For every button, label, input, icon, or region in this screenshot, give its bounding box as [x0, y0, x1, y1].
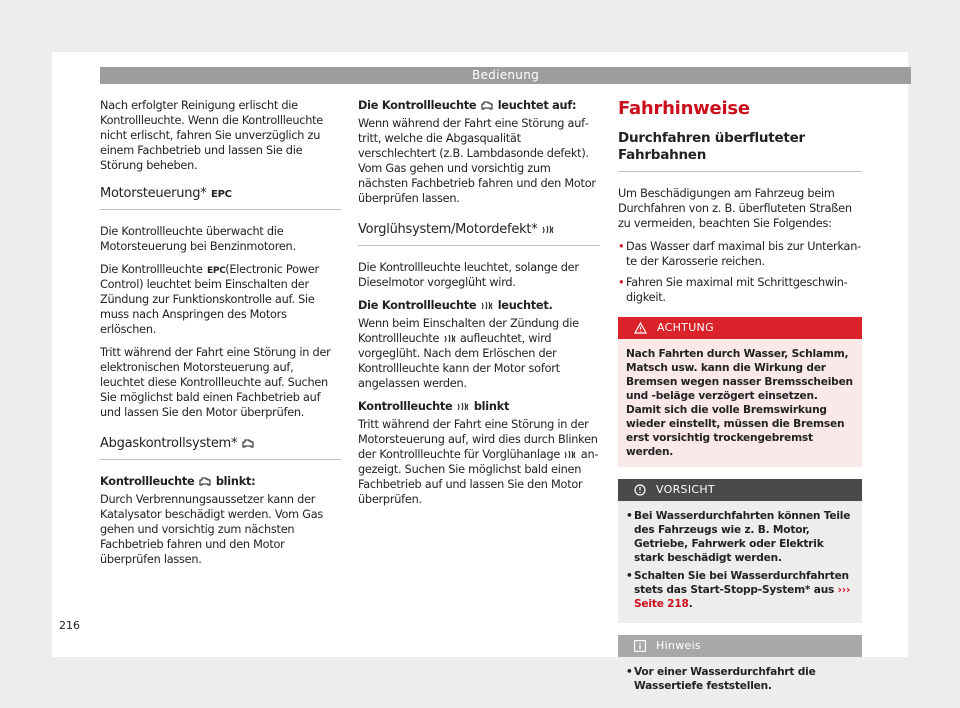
gluh-subheading-1 — [358, 298, 600, 313]
chapter-title: Fahrhinweise — [618, 98, 750, 119]
glow-plug-icon — [564, 450, 576, 459]
flood-intro: Um Beschädigungen am Fahrzeug beim Durchfahren von z. B. überfluteten Straßen zu vermeiden, beachten Sie Folgendes: — [618, 187, 852, 230]
text: Tritt während der Fahrt eine Störung in der Motorsteuerung auf, wird dies durch Blinken der Kontrollleuchte für Vorglühanlage — [358, 418, 598, 461]
bullet-icon: • — [626, 510, 633, 522]
exclamation-circle-icon — [634, 484, 646, 496]
glow-plug-icon — [542, 225, 554, 234]
text: Die Kontrollleuchte — [358, 99, 477, 112]
list-item — [618, 239, 862, 269]
glow-plug-icon — [444, 334, 456, 343]
gluh-subheading-2 — [358, 399, 600, 414]
text — [634, 569, 854, 611]
list-item — [626, 569, 854, 611]
gluh-paragraph-1: Die Kontrollleuchte leuchtet, solange der Dieselmotor vorgeglüht wird. — [358, 261, 579, 289]
epc-icon — [211, 188, 233, 200]
caution-label: VORSICHT — [656, 483, 715, 496]
note-header — [618, 635, 862, 657]
abgas-subheading — [100, 474, 341, 489]
heading-text: Motorsteuerung* — [100, 186, 207, 201]
text: Vor einer Wasserdurchfahrt die Wassertiefe feststellen. — [634, 666, 816, 692]
note-box — [618, 635, 862, 705]
warning-box — [618, 317, 862, 467]
text: Bei Wasserdurchfahrten können Teile des Fahrzeugs wie z. B. Motor, Getriebe, Fahrwerk oder Elektrik stark beschädigt werden. — [634, 510, 851, 564]
text: Fahren Sie maximal mit Schrittgeschwindigkeit. — [626, 276, 848, 304]
text: Kontrollleuchte — [100, 475, 195, 488]
motor-paragraph-3: Tritt während der Fahrt eine Störung in der elektronischen Motorsteuerung auf, leuchtet diese Kontrollleuchte auf. Suchen Sie möglichst bald einen Fachbetrieb auf und lassen Sie den Motor überprüfen. — [100, 346, 331, 419]
text: angezeigt. Suchen Sie möglichst bald einen Fachbetrieb auf und lassen Sie den Motor überprüfen. — [358, 448, 599, 506]
abgaskontrollsystem-heading — [100, 435, 341, 460]
text: Kontrollleuchte — [358, 400, 453, 413]
bullet-icon: • — [618, 276, 625, 289]
engine-icon — [242, 439, 254, 448]
list-item — [626, 665, 854, 693]
text: Das Wasser darf maximal bis zur Unterkante der Karosserie reichen. — [626, 240, 862, 268]
text: aufleuchtet, wird vorgeglüht. Nach dem Erlöschen der Kontrollleuchte kann der Motor sofort angelassen werden. — [358, 332, 560, 390]
text: leuchtet auf: — [497, 99, 577, 112]
engine-icon — [481, 101, 493, 110]
warning-text: Nach Fahrten durch Wasser, Schlamm, Matsch usw. kann die Wirkung der Bremsen wegen nasser Bremsscheiben und -beläge verzögert einsetzen. Damit sich die volle Bremswirkung wieder einstellt, müssen die Bremsen erst vorsichtig trockengebremst werden. — [618, 339, 862, 467]
text: leuchtet. — [497, 299, 553, 312]
glow-plug-icon — [457, 402, 469, 411]
page-number: 216 — [59, 619, 80, 632]
column-left — [100, 98, 341, 575]
abgas-paragraph: Durch Verbrennungsaussetzer kann der Katalysator beschädigt werden. Vom Gas gehen und vorsichtig zum nächsten Fachbetrieb fahren und den Motor überprüfen lassen. — [100, 493, 324, 566]
column-middle — [358, 98, 600, 515]
svg-text:EPC: EPC — [211, 189, 233, 200]
motorsteuerung-heading — [100, 185, 341, 210]
gluh-paragraph-2 — [358, 316, 600, 391]
gluh-paragraph-3 — [358, 417, 600, 507]
text: Wenn beim Einschalten der Zündung die Kontrollleuchte — [358, 317, 579, 345]
leuchtet-subheading — [358, 98, 600, 113]
heading-text: Abgaskontrollsystem* — [100, 436, 238, 451]
text: (Electronic Power Control) leuchtet beim Einschalten der Zündung zur Funktionskontrolle auf. Sie muss nach Anspringen des Motors erlöschen. — [100, 263, 319, 336]
caution-header — [618, 479, 862, 501]
note-body — [618, 657, 862, 705]
heading-text: Vorglühsystem/Motordefekt* — [358, 222, 538, 237]
engine-icon — [199, 477, 211, 486]
caution-body — [618, 501, 862, 623]
intro-paragraph: Nach erfolgter Reinigung erlischt die Kontrollleuchte. Wenn die Kontrollleuchte nicht erlischt, fahren Sie unverzüglich zu einem Fachbetrieb und lassen Sie die Störung beheben. — [100, 99, 324, 172]
manual-page — [52, 52, 908, 692]
warning-header — [618, 317, 862, 339]
section-title: Durchfahren überfluteter Fahrbahnen — [618, 130, 862, 172]
note-label: Hinweis — [656, 639, 701, 652]
motor-paragraph-2 — [100, 262, 341, 337]
bullet-icon: • — [618, 240, 625, 253]
list-item — [618, 275, 862, 305]
svg-text:EPC: EPC — [206, 266, 226, 276]
warning-label: ACHTUNG — [657, 321, 714, 334]
caution-box — [618, 479, 862, 623]
motor-paragraph-1: Die Kontrollleuchte überwacht die Motorsteuerung bei Benzinmotoren. — [100, 225, 296, 253]
leuchtet-paragraph: Wenn während der Fahrt eine Störung auftritt, welche die Abgasqualität verschlechtert (z.B. Lambdasonde defekt). Vom Gas gehen und vorsichtig zum nächsten Fachbetrieb fahren und den Motor überprüfen lassen. — [358, 117, 596, 205]
text: Die Kontrollleuchte — [100, 263, 203, 276]
page-link[interactable]: ››› Seite 218 — [634, 584, 851, 610]
bullet-icon: • — [626, 666, 633, 678]
text: Die Kontrollleuchte — [358, 299, 477, 312]
epc-icon — [206, 264, 226, 276]
warning-triangle-icon — [634, 322, 647, 334]
bullet-icon: • — [626, 570, 633, 582]
glow-plug-icon — [481, 301, 493, 310]
text: blinkt: — [215, 475, 256, 488]
vorgluhsystem-heading — [358, 221, 600, 246]
list-item — [626, 509, 854, 565]
column-right — [618, 98, 862, 705]
text: blinkt — [473, 400, 510, 413]
info-icon — [634, 640, 646, 652]
text: . — [688, 598, 693, 610]
text: Schalten Sie bei Wasserdurchfahrten stets das Start-Stopp-System* aus — [634, 570, 849, 596]
section-header: Bedienung — [100, 67, 911, 84]
